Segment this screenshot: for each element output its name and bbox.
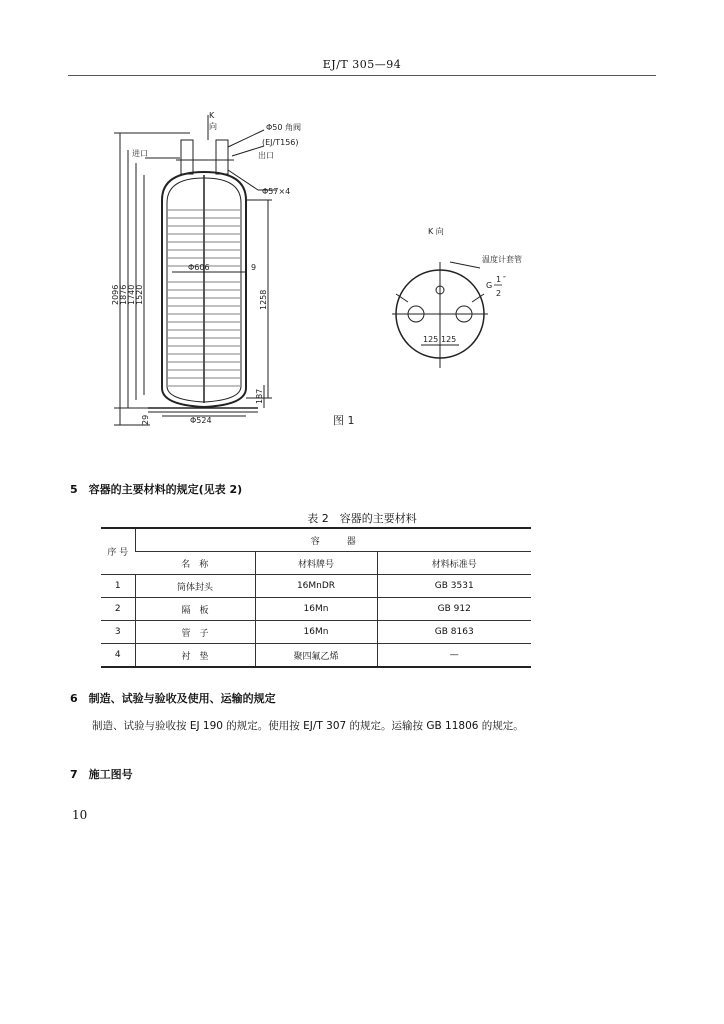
g-denominator: 2 — [496, 289, 502, 298]
dim-29: 29 — [141, 414, 150, 425]
dim-125-right: 125 — [441, 335, 457, 344]
row-name: 隔 板 — [135, 598, 255, 621]
k-label: K — [209, 111, 215, 120]
thermometer-tube-label: 温度计套管 — [482, 255, 522, 264]
g-inch-mark: ″ — [503, 275, 506, 284]
col-header-name: 名 称 — [135, 552, 255, 575]
g-thread-label: G — [486, 281, 493, 290]
section-6-title: 6 制造、试验与验收及使用、运输的规定 — [70, 692, 276, 705]
row-name: 管 子 — [135, 621, 255, 644]
row-standard: GB 8163 — [377, 621, 531, 644]
table-row — [101, 621, 531, 644]
k-view-label: K 向 — [428, 227, 444, 236]
row-grade: 16Mn — [255, 621, 377, 644]
dim-187: 187 — [255, 388, 264, 404]
section-6-body: 制造、试验与验收按 EJ 190 的规定。使用按 EJ/T 307 的规定。运输按 GB 11806 的规定。 — [92, 720, 524, 732]
phi-606-label: Φ606 — [188, 263, 210, 272]
seq-header: 序 号 — [101, 528, 135, 575]
group-header: 容 器 — [135, 528, 531, 552]
outlet-nozzle — [216, 140, 228, 174]
phi-524-label: Φ524 — [190, 416, 212, 425]
dim-1520: 1520 — [135, 284, 144, 305]
col-header-standard: 材料标准号 — [377, 552, 531, 575]
outlet-label: 出口 — [258, 151, 274, 160]
table-caption: 表 2 容器的主要材料 — [307, 512, 417, 525]
table-row — [101, 644, 531, 668]
page-header: EJ/T 305—94 — [322, 58, 402, 71]
row-no: 4 — [101, 644, 135, 668]
section-7-title: 7 施工图号 — [70, 768, 133, 781]
pipe-spec-label: Φ57×4 — [262, 187, 291, 196]
inlet-nozzle — [181, 140, 193, 174]
section-5-title: 5 容器的主要材料的规定(见表 2) — [70, 483, 243, 496]
table-row — [101, 575, 531, 598]
g-numerator: 1 — [496, 275, 502, 284]
dim-1258: 1258 — [259, 289, 268, 310]
row-no: 2 — [101, 598, 135, 621]
dim-125-left: 125 — [423, 335, 439, 344]
page-number: 10 — [72, 808, 88, 822]
row-no: 3 — [101, 621, 135, 644]
dim-1876: 1876 — [119, 284, 128, 305]
row-grade: 16MnDR — [255, 575, 377, 598]
figure-1 — [0, 0, 724, 440]
figure-caption: 图 1 — [333, 414, 355, 427]
row-grade: 16Mn — [255, 598, 377, 621]
row-name: 筒体封头 — [135, 575, 255, 598]
inlet-label: 进口 — [132, 149, 148, 158]
col-header-grade: 材料牌号 — [255, 552, 377, 575]
row-name: 衬 垫 — [135, 644, 255, 668]
row-no: 1 — [101, 575, 135, 598]
row-standard: GB 3531 — [377, 575, 531, 598]
row-standard: GB 912 — [377, 598, 531, 621]
row-standard: — — [377, 644, 531, 668]
k-label-char: 向 — [209, 122, 217, 131]
ej-ref-label: (EJ/T156) — [262, 138, 299, 147]
thickness-label: 9 — [251, 263, 257, 272]
table-row — [101, 598, 531, 621]
materials-table — [101, 527, 531, 668]
angle-valve-label: Φ50 角阀 — [266, 123, 302, 132]
row-grade: 聚四氟乙烯 — [255, 644, 377, 668]
dim-1740: 1740 — [127, 284, 136, 305]
dim-2096: 2096 — [111, 284, 120, 305]
